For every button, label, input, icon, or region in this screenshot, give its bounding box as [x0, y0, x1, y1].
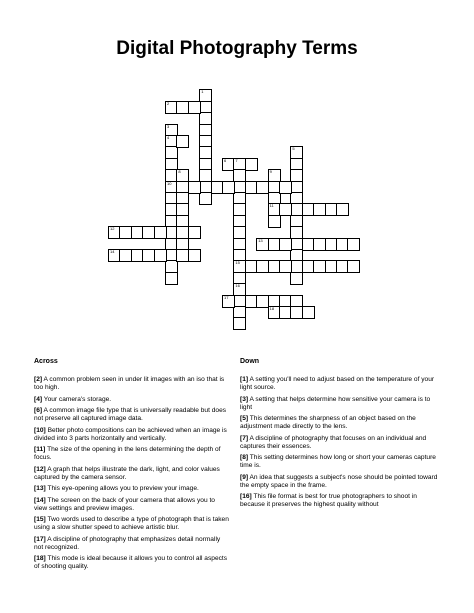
- crossword-cell[interactable]: [154, 226, 167, 239]
- clue-number: [5]: [240, 415, 249, 422]
- crossword-cell[interactable]: [222, 181, 235, 194]
- across-clue: [34, 396, 229, 404]
- clue-text: The size of the opening in the lens determining the depth of focus.: [34, 446, 221, 461]
- cell-number: 11: [269, 203, 274, 209]
- clue-number: [11]: [34, 446, 46, 453]
- clue-text: A discipline of photography that focuses on an individual and captures their essences.: [240, 434, 427, 450]
- crossword-cell[interactable]: [165, 272, 178, 285]
- across-clue: [34, 485, 229, 493]
- crossword-cell[interactable]: [188, 249, 201, 262]
- crossword-cell[interactable]: [188, 226, 201, 239]
- clue-text: Two words used to describe a type of photograph that is taken using a slow shutter speed to achieve artistic blur.: [34, 516, 229, 531]
- crossword-cell[interactable]: [347, 260, 360, 273]
- crossword-cell[interactable]: [279, 181, 292, 194]
- cell-number: 4: [167, 135, 170, 140]
- crossword-cell[interactable]: [290, 272, 303, 285]
- crossword-cell[interactable]: [279, 260, 292, 273]
- clue-text: Better photo compositions can be achieved when an image is divided into 3 parts horizontally and vertically.: [34, 426, 227, 442]
- cell-number: 16: [235, 283, 240, 289]
- down-clues: [240, 358, 440, 513]
- across-clue: [34, 516, 229, 532]
- clue-text: An idea that suggests a subject's nose should be pointed toward the empty space in the frame.: [240, 473, 438, 489]
- crossword-cell[interactable]: [188, 101, 201, 114]
- clue-number: [7]: [240, 434, 249, 442]
- across-clues: [34, 358, 229, 575]
- across-clue: [34, 466, 229, 482]
- crossword-cell[interactable]: [302, 306, 315, 319]
- clue-number: [9]: [240, 473, 249, 481]
- clue-number: [17]: [34, 535, 46, 543]
- across-clue: [34, 407, 229, 423]
- crossword-cell[interactable]: [199, 192, 212, 205]
- clue-number: [18]: [34, 555, 46, 562]
- clue-number: [10]: [34, 426, 46, 434]
- clue-number: [1]: [240, 376, 249, 383]
- cell-number: 5: [292, 146, 295, 152]
- clue-text: This file format is best for true photographers to shoot in because it preserves the highest quality without: [240, 493, 417, 508]
- cell-number: 8: [178, 169, 181, 175]
- down-clue: [240, 415, 440, 431]
- down-heading: Down: [240, 358, 260, 365]
- cell-number: 6: [224, 157, 227, 163]
- clue-text: A common problem seen in under lit images with an iso that is too high.: [34, 376, 225, 391]
- clue-text: This eye-opening allows you to preview your image.: [45, 485, 199, 492]
- clue-number: [3]: [240, 395, 249, 403]
- crossword-cell[interactable]: [279, 238, 292, 251]
- crossword-cell[interactable]: [176, 135, 189, 148]
- down-clue: [240, 454, 440, 470]
- cell-number: 9: [269, 169, 272, 175]
- clue-number: [16]: [240, 493, 252, 500]
- across-heading: Across: [34, 358, 58, 365]
- clue-text: Your camera's storage.: [42, 395, 112, 403]
- cell-number: 13: [258, 237, 263, 243]
- page-title: Digital Photography Terms: [116, 38, 358, 59]
- clue-text: A setting you'll need to adjust based on the temperature of your light source.: [240, 376, 435, 391]
- across-clue: [34, 446, 229, 462]
- cell-number: 3: [167, 123, 170, 129]
- clue-text: This determines the sharpness of an object based on the adjustment made directly to the lens.: [240, 415, 416, 430]
- clue-number: [14]: [34, 496, 46, 504]
- down-clue: [240, 474, 440, 490]
- clue-number: [6]: [34, 407, 43, 414]
- cell-number: 7: [235, 157, 238, 163]
- clue-number: [13]: [34, 485, 46, 492]
- cell-number: 12: [110, 226, 115, 232]
- crossword-cell[interactable]: [188, 181, 201, 194]
- down-clue: [240, 376, 440, 392]
- cell-number: 15: [235, 260, 240, 266]
- cell-number: 10: [167, 180, 172, 186]
- crossword-cell[interactable]: [279, 203, 292, 216]
- across-clue: [34, 555, 229, 571]
- down-clue: [240, 396, 440, 412]
- clue-number: [8]: [240, 454, 249, 461]
- down-clue: [240, 435, 440, 451]
- crossword-cell[interactable]: [268, 215, 281, 228]
- clue-text: This setting determines how long or short your cameras capture time is.: [240, 454, 436, 469]
- across-clue: [34, 536, 229, 552]
- across-clue: [34, 427, 229, 443]
- down-clue: [240, 493, 440, 509]
- cell-number: 18: [269, 306, 275, 311]
- crossword-cell[interactable]: [222, 295, 235, 308]
- cell-number: 1: [201, 89, 204, 95]
- clue-text: This mode is ideal because it allows you to control all aspects of shooting quality.: [34, 555, 228, 570]
- clue-text: The screen on the back of your camera that allows you to view settings and preview images.: [34, 496, 215, 512]
- cell-number: 14: [110, 249, 115, 254]
- crossword-cell[interactable]: [245, 158, 258, 171]
- crossword-cell[interactable]: [233, 317, 246, 330]
- across-clue: [34, 376, 229, 392]
- clue-text: A discipline of photography that emphasizes detail normally not recognized.: [34, 535, 221, 551]
- crossword-cell[interactable]: [336, 203, 349, 216]
- crossword-cell[interactable]: [256, 181, 269, 194]
- clue-number: [2]: [34, 376, 43, 383]
- clue-text: A common image file type that is universally readable but does not preserve all captured image data.: [34, 407, 227, 422]
- cell-number: 2: [167, 100, 170, 106]
- crossword-cell[interactable]: [347, 238, 360, 251]
- clue-text: A graph that helps illustrate the dark, light, and color values captured by the camera sensor.: [34, 465, 220, 481]
- across-clue: [34, 497, 229, 513]
- crossword-cell[interactable]: [154, 249, 167, 262]
- cell-number: 17: [224, 294, 229, 300]
- clue-text: A setting that helps determine how sensitive your camera is to light: [240, 395, 431, 411]
- clue-number: [12]: [34, 465, 46, 473]
- clue-number: [4]: [34, 395, 43, 403]
- clue-number: [15]: [34, 516, 46, 523]
